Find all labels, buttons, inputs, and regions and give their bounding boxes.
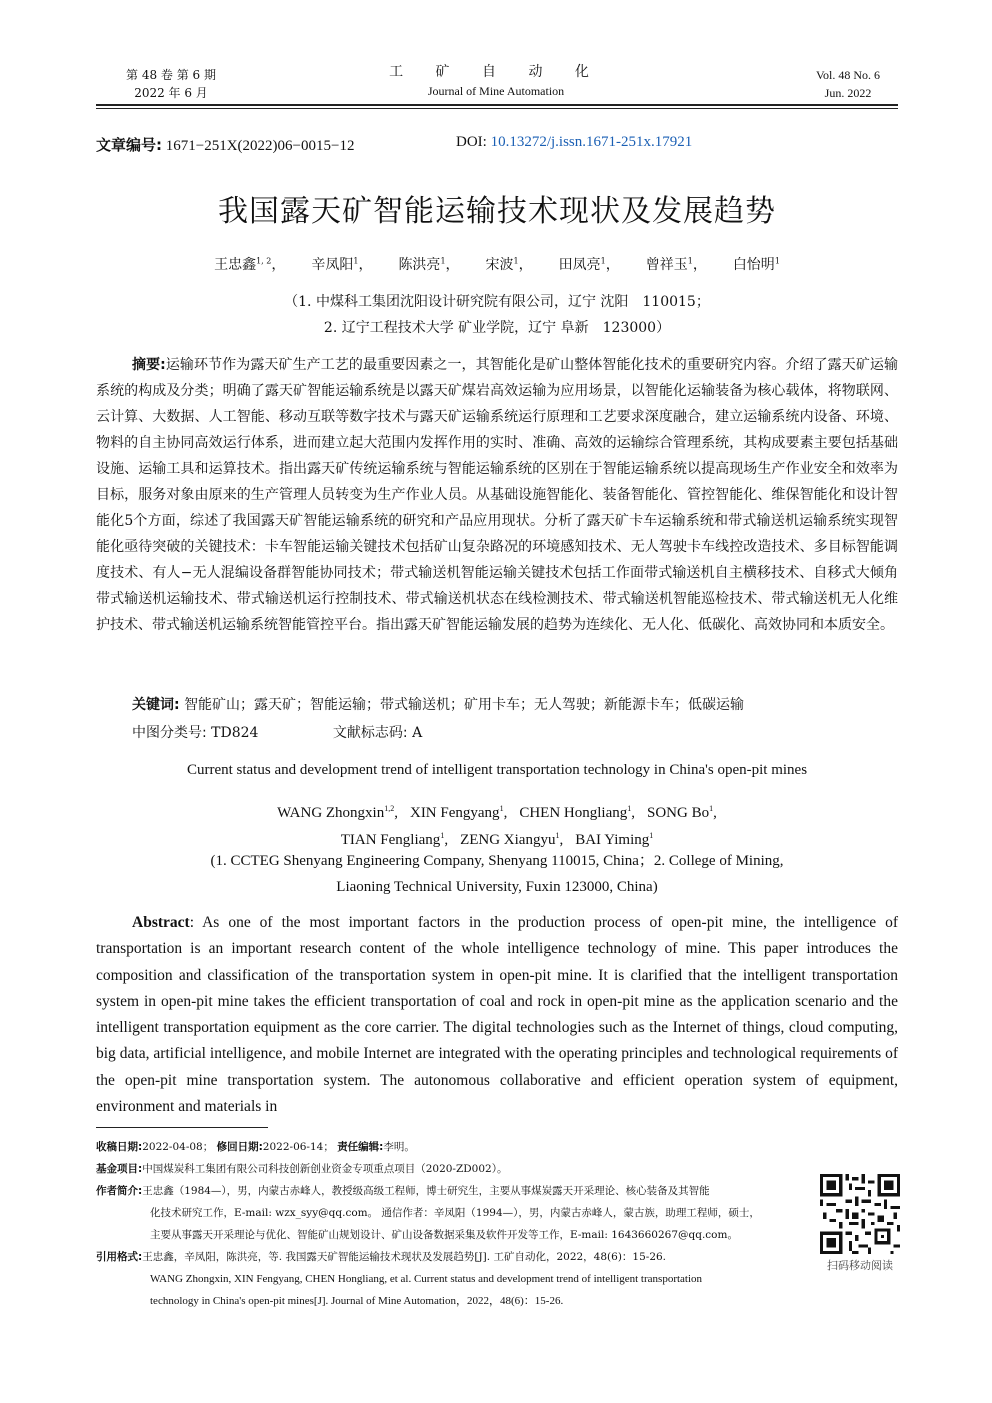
- author-affiliation-mark: 1: [440, 256, 446, 266]
- author-authors-en-1-3: [647, 805, 717, 821]
- keywords-cn: [132, 694, 898, 716]
- authors-cn: [96, 254, 898, 274]
- author-separator: ,: [444, 832, 449, 848]
- doi-label: DOI:: [456, 134, 487, 150]
- author-name: TIAN Fengliang: [340, 832, 441, 848]
- author-authors-en-2-2: [575, 832, 653, 848]
- header-rule: [96, 104, 898, 106]
- qr-code-icon[interactable]: [820, 1174, 900, 1254]
- title-en: Current status and development trend of intelligent transportation technology in China's open-pit mines: [186, 762, 808, 778]
- bio-line-3: 主要从事露天开采理论与优化、智能矿山规划设计、矿山设备数据采集及软件开发等工作，E-mail: 1643660267@qq.com。: [150, 1229, 738, 1241]
- author-name: XIN Fengyang: [409, 805, 500, 821]
- affiliation-en-1: (1. CCTEG Shenyang Engineering Company, Shenyang 110015, China；2. College of Mining,: [210, 853, 784, 869]
- affiliation-cn-1: （1. 中煤科工集团沈阳设计研究院有限公司，辽宁 沈阳 110015；: [284, 294, 710, 310]
- author-separator: ,: [394, 805, 398, 821]
- author-name: WANG Zhongxin: [277, 805, 385, 821]
- footnote-received: [96, 1136, 806, 1158]
- author-authors-en-1-2: [519, 805, 635, 821]
- author-separator: ，: [605, 257, 620, 273]
- abstract-en: [96, 910, 898, 1120]
- author-separator: ，: [445, 257, 460, 273]
- author-name: 王忠鑫: [214, 257, 257, 273]
- author-name: 白怡明: [732, 257, 775, 273]
- keywords-cn-label: 关键词:: [132, 697, 180, 713]
- author-authors-cn-2: [398, 257, 459, 273]
- author-affiliation-mark: 1: [440, 831, 445, 840]
- fund-text: 中国煤炭科工集团有限公司科技创新创业资金专项重点项目（2020-ZD002）。: [142, 1163, 508, 1175]
- author-affiliation-mark: 1: [499, 804, 504, 813]
- citation-line-2: WANG Zhongxin, XIN Fengyang, CHEN Hongliang, et al. Current status and development trend of intelligent transportation: [150, 1273, 703, 1285]
- author-name: 田凤亮: [558, 257, 601, 273]
- author-affiliation-mark: 1: [627, 804, 632, 813]
- qr-caption: 扫码移动阅读: [827, 1259, 893, 1272]
- header-date-en: Jun. 2022: [824, 86, 872, 100]
- abstract-en-label: Abstract: [132, 914, 190, 931]
- footnote-bio: [96, 1180, 806, 1246]
- author-affiliation-mark: 1: [687, 256, 693, 266]
- header-issue-en: Vol. 48 No. 6: [815, 68, 881, 82]
- abstract-en-text: : As one of the most important factors in the production process of open-pit mine, the intelligence of transportation is an important research content of the whole intelligence technology of mine. This paper introduces the composition and classification of the transportation system in open-pit mine. It is clarified that the intelligent transportation system in open-pit mine takes the efficient transportation of coal and rock in open-pit mine as the application scenario and the intelligent transportation equipment as the core carrier. The digital technologies such as the Internet of things, cloud computing, big data, artificial intelligence, and mobile Internet are integrated with the operating principles and technological requirements of the open-pit mine transportation system. The autonomous collaborative and efficient operation system of equipment, environment and materials in: [96, 914, 898, 1116]
- header-journal: [346, 62, 646, 100]
- author-separator: ,: [631, 805, 635, 821]
- bio-line-1: 王忠鑫（1984—），男，内蒙古赤峰人，教授级高级工程师，博士研究生，主要从事煤炭露天开采理论、核心装备及其智能: [142, 1185, 710, 1197]
- footnote-fund: [96, 1158, 806, 1180]
- author-separator: ,: [559, 832, 564, 848]
- header-volume-cn: [96, 66, 246, 102]
- bio-line-2: 化技术研究工作，E-mail: wzx_syy@qq.com。 通信作者：辛凤阳（1994—），男，内蒙古赤峰人，蒙古族，助理工程师，硕士，: [150, 1207, 760, 1219]
- citation-label: 引用格式:: [96, 1251, 143, 1263]
- abstract-cn-label: 摘要:: [132, 357, 166, 373]
- author-name: ZENG Xiangyu: [460, 832, 556, 848]
- citation-line-1: 王忠鑫，辛凤阳，陈洪亮，等. 我国露天矿智能运输技术现状及发展趋势[J]. 工矿自动化，2022，48(6)：15-26.: [142, 1251, 667, 1263]
- author-name: SONG Bo: [646, 805, 710, 821]
- fund-label: 基金项目:: [96, 1163, 143, 1175]
- keywords-cn-text: 智能矿山；露天矿；智能运输；带式输送机；矿用卡车；无人驾驶；新能源卡车；低碳运输: [184, 697, 745, 713]
- author-authors-en-2-0: [341, 832, 448, 848]
- author-separator: ，: [271, 257, 286, 273]
- author-affiliation-mark: 1: [353, 256, 359, 266]
- author-affiliation-mark: 1, 2: [256, 256, 272, 266]
- author-authors-cn-0: [214, 257, 285, 273]
- doi-link[interactable]: 10.13272/j.issn.1671-251x.17921: [490, 134, 693, 150]
- author-name: 曾祥玉: [645, 257, 688, 273]
- abstract-cn: [96, 352, 898, 638]
- author-authors-cn-4: [559, 257, 620, 273]
- footnote-citation: [96, 1246, 806, 1312]
- author-name: 陈洪亮: [398, 257, 441, 273]
- author-authors-cn-1: [311, 257, 372, 273]
- classification-cn: [132, 722, 422, 744]
- author-authors-en-1-0: [277, 805, 398, 821]
- received-label: 收稿日期:: [96, 1141, 143, 1153]
- header-issue-cn: 第 48 卷 第 6 期: [126, 68, 216, 82]
- journal-name-en: Journal of Mine Automation: [427, 84, 565, 98]
- editor-label: 责任编辑:: [337, 1141, 384, 1153]
- author-separator: ，: [358, 257, 373, 273]
- author-separator: ,: [503, 805, 508, 821]
- affiliation-en-2: Liaoning Technical University, Fuxin 123000, China): [336, 879, 658, 895]
- article-number: [96, 134, 354, 155]
- article-number-value: 1671−251X(2022)06−0015−12: [165, 138, 355, 154]
- author-authors-en-2-1: [460, 832, 563, 848]
- author-affiliation-mark: 1: [774, 256, 780, 266]
- author-affiliation-mark: 1,2: [384, 804, 395, 813]
- affiliation-cn-2: 2. 辽宁工程技术大学 矿业学院，辽宁 阜新 123000）: [323, 320, 671, 336]
- author-separator: ，: [518, 257, 533, 273]
- author-authors-cn-5: [646, 257, 707, 273]
- author-name: 辛凤阳: [311, 257, 354, 273]
- author-name: BAI Yiming: [575, 832, 650, 848]
- doc-code-value: A: [412, 725, 423, 741]
- bio-label: 作者简介:: [96, 1185, 143, 1197]
- clc-label: 中图分类号:: [132, 725, 207, 741]
- received-date: 2022-04-08；: [142, 1141, 214, 1153]
- author-name: CHEN Hongliang: [519, 805, 628, 821]
- footnote-rule: [96, 1127, 268, 1128]
- abstract-cn-text: 运输环节作为露天矿生产工艺的最重要因素之一，其智能化是矿山整体智能化技术的重要研究内容。介绍了露天矿运输系统的构成及分类；明确了露天矿智能运输系统是以露天矿煤岩高效运输为应用场景，以智能化运输装备为核心载体，将物联网、云计算、大数据、人工智能、移动互联等数字技术与露天矿运输系统运行原理和工艺要求深度融合，建立运输系统内设备、环境、物料的自主协同高效运行体系，进而建立起大范围内发挥作用的实时、准确、高效的运输综合管理系统，其构成要素主要包括基础设施、运输工具和运算技术。指出露天矿传统运输系统与智能运输系统的区别在于智能运输系统以提高现场生产作业安全和效率为目标，服务对象由原来的生产管理人员转变为生产作业人员。从基础设施智能化、装备智能化、管控智能化、维保智能化和设计智能化5个方面，综述了我国露天矿智能运输系统的研究和产品应用现状。分析了露天矿卡车运输系统和带式输送机运输系统实现智能化亟待突破的关键技术：卡车智能运输关键技术包括矿山复杂路况的环境感知技术、无人驾驶卡车线控改造技术、多目标智能调度技术、有人−无人混编设备群智能协同技术；带式输送机智能运输关键技术包括工作面带式输送机自主横移技术、自移式大倾角带式输送机运输技术、带式输送机运行控制技术、带式输送机状态在线检测技术、带式输送机智能巡检技术、带式输送机无人化维护技术、带式输送机运输系统智能管控平台。指出露天矿智能运输发展的趋势为连续化、无人化、低碳化、高效协同和本质安全。: [96, 357, 898, 633]
- header-rule-thin: [96, 108, 898, 109]
- header-volume-en: [790, 66, 906, 102]
- author-separator: ,: [713, 805, 717, 821]
- article-number-label: 文章编号:: [96, 136, 162, 154]
- author-authors-en-1-1: [410, 805, 507, 821]
- authors-en-line-1: [96, 798, 898, 824]
- author-separator: ，: [692, 257, 707, 273]
- author-name: 宋波: [485, 257, 514, 273]
- title-cn: 我国露天矿智能运输技术现状及发展趋势: [218, 194, 776, 229]
- revised-label: 修回日期:: [216, 1141, 263, 1153]
- doc-code-label: 文献标志码:: [332, 725, 408, 741]
- clc-value: TD824: [211, 725, 259, 741]
- header-date-cn: 2022 年 6 月: [134, 86, 208, 100]
- author-affiliation-mark: 1: [555, 831, 560, 840]
- author-authors-cn-6: [733, 257, 780, 273]
- author-affiliation-mark: 1: [649, 831, 654, 840]
- revised-date: 2022-06-14；: [262, 1141, 334, 1153]
- author-affiliation-mark: 1: [600, 256, 606, 266]
- author-affiliation-mark: 1: [513, 256, 519, 266]
- author-authors-cn-3: [486, 257, 533, 273]
- editor-name: 李明。: [383, 1141, 415, 1153]
- doi: [456, 134, 692, 151]
- citation-line-3: technology in China's open-pit mines[J]. Journal of Mine Automation，2022，48(6)：15-26.: [150, 1295, 564, 1307]
- author-affiliation-mark: 1: [709, 804, 714, 813]
- journal-name-cn: 工 矿 自 动 化: [389, 64, 603, 80]
